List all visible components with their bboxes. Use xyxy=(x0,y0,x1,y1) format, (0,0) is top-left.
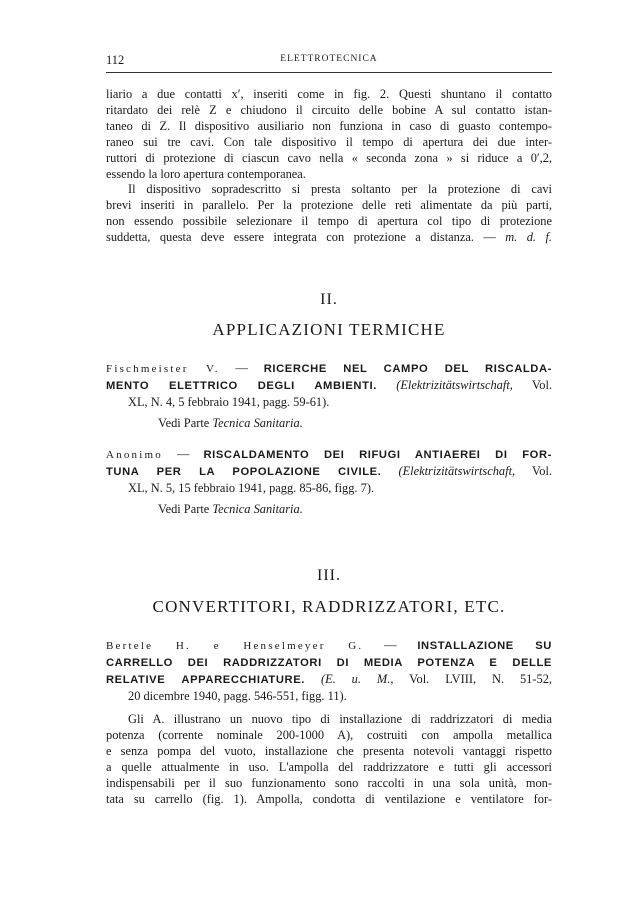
see-prefix: Vedi Parte xyxy=(158,415,210,430)
text-line: non essendo possibile selezionare il tempo di apertura col tipo di protezione xyxy=(106,214,552,229)
section-number: III. xyxy=(317,567,341,584)
entry-line xyxy=(106,378,552,395)
entry-author: Anonimo xyxy=(106,449,163,461)
entry-line xyxy=(106,655,552,672)
entry-title: CARRELLO DEI RADDRIZZATORI DI MEDIA POTENZA E DELLE xyxy=(106,656,552,669)
text-line: potenza (corrente nominale 200-1000 A), costruiti con ampolla metallica xyxy=(106,727,552,742)
see-reference: Tecnica Sanitaria. xyxy=(212,501,303,516)
text-line: a quelle attualmente in uso. L'ampolla del raddrizzatore e tutti gli accessori xyxy=(106,759,552,774)
entry-line xyxy=(106,672,552,689)
entry-author: Bertele H. e Henselmeyer G. xyxy=(106,640,364,652)
bibliography-entry xyxy=(106,361,552,432)
text-line: taneo di Z. Il dispositivo ausiliario non funziona in caso di guasto contempo- xyxy=(106,118,552,133)
text-line: brevi inseriti in parallelo. Per la protezione delle reti alimentate da più parti, xyxy=(106,198,552,213)
intro-text xyxy=(106,87,552,246)
bibliography-entry xyxy=(106,447,552,518)
see-reference: Tecnica Sanitaria. xyxy=(212,415,303,430)
author-signature: m. d. f. xyxy=(505,230,552,245)
entry-title: RISCALDAMENTO DEI RIFUGI ANTIAEREI DI FOR- xyxy=(203,449,552,461)
text-line: ritardato dei relè Z e chiudono il circuito delle bobine A sul contatto istan- xyxy=(106,102,552,117)
running-title: ELETTROTECNICA xyxy=(280,54,378,64)
entry-title: RELATIVE APPARECCHIATURE. xyxy=(106,673,305,686)
dash: — xyxy=(384,638,397,652)
text-line: raneo sui tre cavi. Con tale dispositivo il tempo di apertura dei due inter- xyxy=(106,134,552,149)
volume: Vol. xyxy=(531,377,552,392)
text-line: tata su carrello (fig. 1). Ampolla, condotta di ventilazione e ventilatore for- xyxy=(106,791,552,806)
entry-title: MENTO ELETTRICO DEGLI AMBIENTI. xyxy=(106,379,377,392)
entry-line: XL, N. 4, 5 febbraio 1941, pagg. 59-61). xyxy=(128,394,330,409)
see-also xyxy=(106,416,552,432)
entry-author: Fischmeister V. xyxy=(106,363,220,375)
text-line: liario a due contatti x′, inseriti come in fig. 2. Questi shuntano il contatto xyxy=(106,87,552,101)
volume: Vol. LVIII, N. 51-52, xyxy=(409,671,552,686)
article-summary xyxy=(106,712,552,807)
journal-name: (E. u. M., xyxy=(320,671,394,686)
see-prefix: Vedi Parte xyxy=(158,501,210,516)
journal-name: (Elektrizitätswirtschaft, xyxy=(396,377,513,392)
header-rule xyxy=(106,72,552,73)
dash: — xyxy=(235,361,248,375)
section-title: CONVERTITORI, RADDRIZZATORI, ETC. xyxy=(152,597,506,616)
entry-line: 20 dicembre 1940, pagg. 546-551, figg. 11). xyxy=(128,688,347,703)
entry-line: XL, N. 5, 15 febbraio 1941, pagg. 85-86, figg. 7). xyxy=(128,480,375,495)
page-header xyxy=(106,53,552,71)
journal-name: (Elektrizitätswirtschaft, xyxy=(398,463,516,478)
text-line: Il dispositivo sopradescritto si presta soltanto per la protezione di cavi xyxy=(128,182,552,197)
text-line: ruttori di protezione di ciascun cavo nella « seconda zona » si riduce a 0′,2, xyxy=(106,150,552,165)
entry-line xyxy=(106,464,552,481)
text-fragment: suddetta, questa deve essere integrata con protezione a distanza. — xyxy=(106,230,496,245)
see-also xyxy=(106,502,552,518)
entry-title: RICERCHE NEL CAMPO DEL RISCALDA- xyxy=(263,363,552,375)
section-number: II. xyxy=(320,291,338,308)
text-line: e senza pompa del vuoto, installazione che presenta notevoli vantaggi rispetto xyxy=(106,743,552,758)
page-number: 112 xyxy=(106,53,125,67)
text-line: essendo la loro apertura contemporanea. xyxy=(106,166,306,181)
entry-line xyxy=(106,361,552,378)
text-line xyxy=(106,230,552,246)
entry-line xyxy=(106,447,552,464)
text-line: indispensabili per il suo funzionamento sono raccolti in una sola unità, mon- xyxy=(106,775,552,790)
section-title: APPLICAZIONI TERMICHE xyxy=(212,320,446,339)
text-line: Gli A. illustrano un nuovo tipo di installazione di raddrizzatori di media xyxy=(128,712,552,726)
entry-line xyxy=(106,638,552,655)
dash: — xyxy=(177,447,190,461)
volume: Vol. xyxy=(531,463,552,478)
entry-title: INSTALLAZIONE SU xyxy=(417,640,552,652)
entry-title: TUNA PER LA POPOLAZIONE CIVILE. xyxy=(106,465,382,478)
bibliography-entry xyxy=(106,638,552,705)
